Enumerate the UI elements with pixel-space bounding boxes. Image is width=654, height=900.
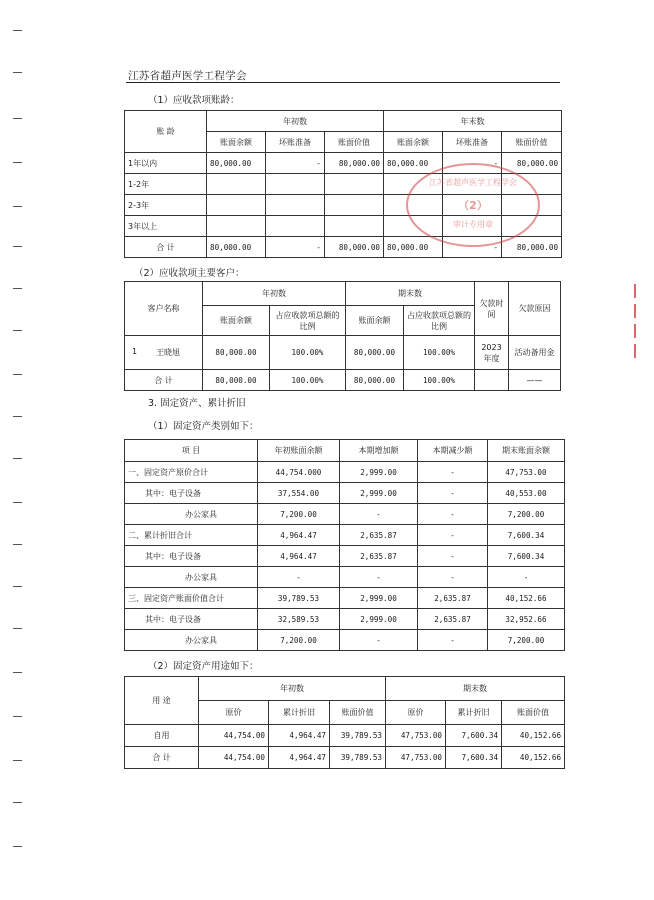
subheader: 坏账准备	[266, 132, 325, 153]
header-begin: 年初数	[207, 111, 384, 132]
value-cell: -	[418, 546, 488, 567]
total-label: 合 计	[125, 237, 207, 258]
value-cell: 2,999.00	[340, 462, 418, 483]
subheader: 坏账准备	[443, 132, 502, 153]
value-cell: 39,789.53	[258, 588, 340, 609]
total-label: 合 计	[125, 747, 199, 769]
subheader: 账面价值	[502, 701, 565, 725]
value-cell: 7,200.00	[488, 504, 565, 525]
table-row	[125, 588, 565, 609]
margin-mark	[13, 846, 22, 847]
value-cell: 80,000.00	[384, 237, 443, 258]
value-cell: 44,754.00	[199, 747, 269, 769]
table-row	[125, 525, 565, 546]
value-cell: -	[266, 153, 325, 174]
value-cell: 47,753.00	[386, 725, 446, 747]
header-use: 用 途	[125, 677, 199, 725]
value-cell: 100.00%	[270, 370, 346, 391]
header-end-balance: 期末账面余额	[488, 440, 565, 462]
header-increase: 本期增加额	[340, 440, 418, 462]
subheader: 账面余额	[207, 132, 266, 153]
value-cell: 39,789.53	[330, 725, 386, 747]
value-cell: 7,200.00	[258, 504, 340, 525]
value-cell: -	[258, 567, 340, 588]
total-label: 合 计	[125, 370, 203, 391]
value-cell	[207, 216, 266, 237]
client-name: 王晓旭	[156, 348, 181, 357]
receivable-aging-caption: （1）应收款项账龄：	[148, 95, 240, 106]
value-cell: 80,000.00	[207, 153, 266, 174]
table-row	[125, 567, 565, 588]
seal-label: 审计专用章	[453, 220, 493, 229]
major-clients-caption: （2）应收款项主要客户：	[134, 268, 245, 279]
value-cell: 40,553.00	[488, 483, 565, 504]
value-cell	[325, 216, 384, 237]
header-client: 客户名称	[125, 282, 203, 336]
subheader: 账面价值	[325, 132, 384, 153]
margin-mark	[13, 374, 22, 375]
margin-mark	[13, 760, 22, 761]
age-cell: 1年以内	[125, 153, 207, 174]
value-cell: 2,635.87	[340, 546, 418, 567]
item-cell: 办公家具	[125, 567, 258, 588]
subheader: 账面价值	[502, 132, 562, 153]
value-cell: -	[488, 567, 565, 588]
value-cell: 7,200.00	[258, 630, 340, 651]
margin-mark	[13, 118, 22, 119]
subheader: 占应收款项总额的比例	[270, 306, 346, 336]
value-cell: 100.00%	[404, 336, 475, 370]
stamp-stroke	[634, 324, 636, 338]
margin-mark	[13, 502, 22, 503]
value-cell: 32,952.66	[488, 609, 565, 630]
subheader: 账面余额	[384, 132, 443, 153]
asset-usage-caption: （2）固定资产用途如下：	[148, 661, 259, 672]
value-cell: -	[418, 504, 488, 525]
age-cell: 2-3年	[125, 195, 207, 216]
value-cell: -	[418, 525, 488, 546]
header-begin: 年初数	[203, 282, 346, 306]
asset-usage-table	[124, 676, 565, 769]
item-cell: 其中：电子设备	[125, 483, 258, 504]
stamp-stroke	[634, 344, 636, 358]
margin-mark	[13, 672, 22, 673]
client-cell	[125, 336, 203, 370]
value-cell: 80,000.00	[203, 336, 270, 370]
value-cell: -	[340, 567, 418, 588]
margin-mark	[13, 586, 22, 587]
subheader: 原价	[199, 701, 269, 725]
debt-reason-cell: 活动备用金	[509, 336, 561, 370]
stamp-stroke	[634, 304, 636, 318]
value-cell: 80,000.00	[325, 153, 384, 174]
fixed-assets-caption: （1）固定资产类别如下：	[148, 421, 259, 432]
value-cell: 47,753.00	[488, 462, 565, 483]
header-rule	[126, 82, 560, 83]
debt-reason-cell: ——	[509, 370, 561, 391]
value-cell	[325, 174, 384, 195]
value-cell: -	[340, 630, 418, 651]
value-cell: -	[418, 483, 488, 504]
value-cell: 44,754.00	[199, 725, 269, 747]
margin-mark	[13, 628, 22, 629]
margin-mark	[13, 544, 22, 545]
margin-mark	[13, 72, 22, 73]
value-cell: 40,152.66	[502, 747, 565, 769]
subheader: 原价	[386, 701, 446, 725]
table-row	[125, 462, 565, 483]
item-cell: 二、累计折旧合计	[125, 525, 258, 546]
table-row	[125, 483, 565, 504]
table-row	[125, 546, 565, 567]
header-decrease: 本期减少额	[418, 440, 488, 462]
margin-mark	[13, 330, 22, 331]
value-cell: 2,635.87	[340, 525, 418, 546]
margin-mark	[13, 162, 22, 163]
value-cell: 32,589.53	[258, 609, 340, 630]
value-cell	[207, 174, 266, 195]
value-cell: 80,000.00	[325, 237, 384, 258]
value-cell: 44,754.000	[258, 462, 340, 483]
value-cell: 2,999.00	[340, 483, 418, 504]
margin-mark	[13, 716, 22, 717]
table-row-total	[125, 370, 561, 391]
value-cell: -	[418, 630, 488, 651]
margin-mark	[13, 416, 22, 417]
major-clients-table	[124, 281, 561, 391]
value-cell: 37,554.00	[258, 483, 340, 504]
value-cell: 80,000.00	[346, 370, 404, 391]
item-cell: 其中：电子设备	[125, 609, 258, 630]
value-cell: 80,000.00	[502, 153, 562, 174]
value-cell: -	[266, 237, 325, 258]
client-no: 1	[132, 347, 138, 356]
debt-time-cell: 2023年度	[475, 336, 509, 370]
header-debt-reason: 欠款原因	[509, 282, 561, 336]
value-cell: 80,000.00	[502, 237, 562, 258]
age-cell: 3年以上	[125, 216, 207, 237]
margin-mark	[13, 246, 22, 247]
page-header-org: 江苏省超声医学工程学会	[128, 70, 247, 82]
table-row	[125, 609, 565, 630]
value-cell	[325, 195, 384, 216]
header-begin-balance: 年初账面余额	[258, 440, 340, 462]
value-cell: 80,000.00	[207, 237, 266, 258]
value-cell: 7,600.34	[446, 747, 502, 769]
value-cell: 7,200.00	[488, 630, 565, 651]
subheader: 账面价值	[330, 701, 386, 725]
value-cell: -	[418, 567, 488, 588]
use-cell: 自用	[125, 725, 199, 747]
margin-mark	[13, 206, 22, 207]
value-cell: 2,999.00	[340, 588, 418, 609]
header-age: 账 龄	[125, 111, 207, 153]
margin-mark	[13, 458, 22, 459]
value-cell: 4,964.47	[269, 725, 330, 747]
value-cell: 80,000.00	[346, 336, 404, 370]
table-row	[125, 630, 565, 651]
margin-mark	[13, 288, 22, 289]
value-cell: 100.00%	[404, 370, 475, 391]
value-cell: 4,964.47	[258, 546, 340, 567]
value-cell	[266, 174, 325, 195]
seal-org-text: 江苏省超声医学工程学会	[429, 178, 517, 187]
header-begin: 年初数	[199, 677, 386, 701]
value-cell: 40,152.66	[488, 588, 565, 609]
table-row	[125, 504, 565, 525]
subheader: 占应收款项总额的比例	[404, 306, 475, 336]
stamp-stroke	[634, 284, 636, 298]
item-cell: 办公家具	[125, 504, 258, 525]
item-cell: 一、固定资产原价合计	[125, 462, 258, 483]
value-cell: 2,635.87	[418, 609, 488, 630]
header-end: 期末数	[346, 282, 475, 306]
item-cell: 办公家具	[125, 630, 258, 651]
value-cell: 2,635.87	[418, 588, 488, 609]
value-cell: 80,000.00	[384, 153, 443, 174]
header-end: 年末数	[384, 111, 562, 132]
value-cell: -	[340, 504, 418, 525]
value-cell	[266, 216, 325, 237]
subheader: 账面余额	[346, 306, 404, 336]
value-cell: 7,600.34	[488, 525, 565, 546]
audit-seal	[406, 163, 540, 247]
header-end: 期末数	[386, 677, 565, 701]
value-cell: 80,000.00	[203, 370, 270, 391]
header-debt-time: 欠款时间	[475, 282, 509, 336]
subheader: 累计折旧	[269, 701, 330, 725]
subheader: 累计折旧	[446, 701, 502, 725]
table-row	[125, 336, 561, 370]
value-cell: -	[443, 153, 502, 174]
debt-time-cell	[475, 370, 509, 391]
value-cell: -	[418, 462, 488, 483]
value-cell: 100.00%	[270, 336, 346, 370]
seal-number: （2）	[458, 199, 488, 212]
margin-mark	[13, 30, 22, 31]
value-cell: 40,152.66	[502, 725, 565, 747]
page-edge-stamp	[630, 278, 640, 362]
value-cell	[207, 195, 266, 216]
subheader: 账面余额	[203, 306, 270, 336]
header-item: 项 目	[125, 440, 258, 462]
table-row-total	[125, 747, 565, 769]
value-cell: 47,753.00	[386, 747, 446, 769]
fixed-assets-table	[124, 439, 565, 651]
value-cell: 39,789.53	[330, 747, 386, 769]
value-cell: -	[443, 237, 502, 258]
value-cell: 7,600.34	[446, 725, 502, 747]
item-cell: 其中：电子设备	[125, 546, 258, 567]
value-cell: 7,600.34	[488, 546, 565, 567]
value-cell: 4,964.47	[258, 525, 340, 546]
table-row	[125, 725, 565, 747]
value-cell: 4,964.47	[269, 747, 330, 769]
item-cell: 三、固定资产账面价值合计	[125, 588, 258, 609]
margin-mark	[13, 802, 22, 803]
fixed-assets-title: 3. 固定资产、累计折旧	[148, 398, 246, 409]
value-cell	[266, 195, 325, 216]
value-cell: 2,999.00	[340, 609, 418, 630]
age-cell: 1-2年	[125, 174, 207, 195]
